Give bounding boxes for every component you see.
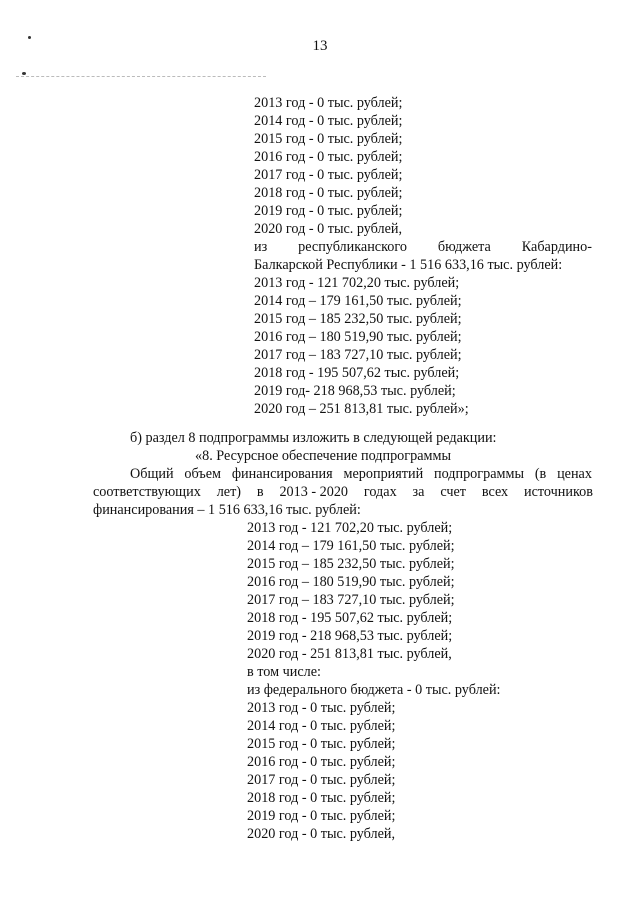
word: объем: [184, 466, 221, 482]
republic-intro-line1: [254, 238, 592, 256]
list-item: 2014 год – 179 161,50 тыс. рублей;: [254, 293, 462, 309]
word: финансирования: [231, 466, 333, 482]
including-label: в том числе:: [247, 664, 321, 680]
section-heading: «8. Ресурсное обеспечение подпрограммы: [195, 448, 451, 464]
list-item: 2018 год - 195 507,62 тыс. рублей;: [254, 365, 460, 381]
paragraph-line: [93, 483, 593, 501]
list-item: 2017 год - 0 тыс. рублей;: [254, 167, 403, 183]
list-item: 2020 год – 251 813,81 тыс. рублей»;: [254, 401, 469, 417]
word: всех: [481, 484, 509, 500]
word: Общий: [130, 466, 174, 482]
list-item: 2018 год - 0 тыс. рублей;: [254, 185, 403, 201]
list-item: 2018 год - 195 507,62 тыс. рублей;: [247, 610, 453, 626]
paragraph-line: финансирования – 1 516 633,16 тыс. рублей:: [93, 502, 361, 518]
list-item: 2015 год - 0 тыс. рублей;: [254, 131, 403, 147]
list-item: 2019 год - 0 тыс. рублей;: [247, 808, 396, 824]
word: ценах: [557, 466, 592, 482]
list-item: 2016 год - 0 тыс. рублей;: [254, 149, 403, 165]
list-item: 2016 год – 180 519,90 тыс. рублей;: [247, 574, 455, 590]
word: (в: [534, 466, 547, 482]
section-b-intro: б) раздел 8 подпрограммы изложить в следующей редакции:: [130, 430, 497, 446]
word: счет: [440, 484, 466, 500]
list-item: 2017 год – 183 727,10 тыс. рублей;: [254, 347, 462, 363]
list-item: 2020 год - 0 тыс. рублей,: [254, 221, 403, 237]
scan-speck: [22, 72, 26, 75]
word: лет): [216, 484, 241, 500]
federal-intro: из федерального бюджета - 0 тыс. рублей:: [247, 682, 501, 698]
paragraph-line: [130, 465, 592, 483]
word: за: [412, 484, 425, 500]
list-item: 2014 год - 0 тыс. рублей;: [247, 718, 396, 734]
list-item: 2013 год - 0 тыс. рублей;: [247, 700, 396, 716]
list-item: 2016 год – 180 519,90 тыс. рублей;: [254, 329, 462, 345]
scan-rule: [16, 76, 266, 77]
list-item: 2014 год – 179 161,50 тыс. рублей;: [247, 538, 455, 554]
word: Кабардино-: [521, 239, 592, 255]
word: республиканского: [298, 239, 407, 255]
list-item: 2019 год- 218 968,53 тыс. рублей;: [254, 383, 456, 399]
page-number: 13: [312, 38, 328, 54]
word: мероприятий: [343, 466, 424, 482]
list-item: 2017 год – 183 727,10 тыс. рублей;: [247, 592, 455, 608]
list-item: 2018 год - 0 тыс. рублей;: [247, 790, 396, 806]
list-item: 2017 год - 0 тыс. рублей;: [247, 772, 396, 788]
list-item: 2019 год - 218 968,53 тыс. рублей;: [247, 628, 453, 644]
list-item: 2015 год – 185 232,50 тыс. рублей;: [247, 556, 455, 572]
word: подпрограммы: [434, 466, 524, 482]
word: 2013 - 2020: [279, 484, 349, 500]
list-item: 2016 год - 0 тыс. рублей;: [247, 754, 396, 770]
word: бюджета: [437, 239, 491, 255]
list-item: 2019 год - 0 тыс. рублей;: [254, 203, 403, 219]
word: соответствующих: [93, 484, 201, 500]
list-item: 2020 год - 0 тыс. рублей,: [247, 826, 396, 842]
list-item: 2013 год - 121 702,20 тыс. рублей;: [247, 520, 453, 536]
word: в: [256, 484, 264, 500]
word: источников: [524, 484, 593, 500]
list-item: 2014 год - 0 тыс. рублей;: [254, 113, 403, 129]
list-item: 2020 год - 251 813,81 тыс. рублей,: [247, 646, 452, 662]
list-item: 2013 год - 121 702,20 тыс. рублей;: [254, 275, 460, 291]
republic-intro-line2: Балкарской Республики - 1 516 633,16 тыс. рублей:: [254, 257, 563, 273]
list-item: 2013 год - 0 тыс. рублей;: [254, 95, 403, 111]
word: из: [254, 239, 268, 255]
list-item: 2015 год – 185 232,50 тыс. рублей;: [254, 311, 462, 327]
word: годах: [363, 484, 397, 500]
list-item: 2015 год - 0 тыс. рублей;: [247, 736, 396, 752]
